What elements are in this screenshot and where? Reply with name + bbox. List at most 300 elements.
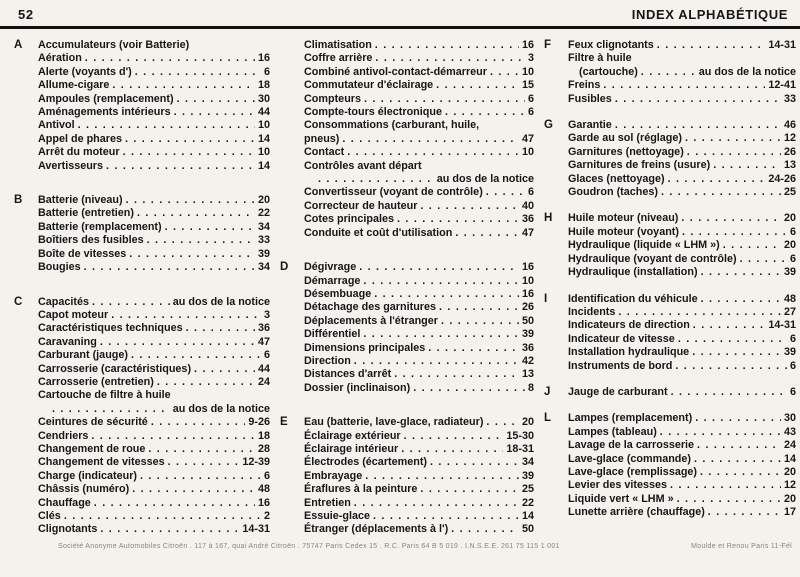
- index-entry: [568, 506, 796, 519]
- entry-page: 6: [527, 92, 534, 105]
- index-entry: [304, 416, 534, 429]
- dot-leader: [420, 200, 519, 213]
- index-entry: [304, 173, 534, 186]
- entry-page: 6: [527, 106, 534, 119]
- entry-label: Contact: [304, 146, 345, 159]
- index-entry: [304, 133, 534, 146]
- section-letter: D: [280, 261, 289, 274]
- entry-label: Accumulateurs (voir Batterie): [38, 39, 190, 51]
- index-entry: [304, 39, 534, 52]
- dot-leader: [194, 363, 255, 376]
- entry-page: 33: [257, 234, 270, 247]
- entry-label: Capot moteur: [38, 308, 109, 321]
- section-e: [280, 416, 534, 537]
- dot-leader: [129, 248, 255, 261]
- entry-label: Bougies: [38, 261, 81, 274]
- dot-leader: [112, 79, 255, 92]
- entry-label: Lavage de la carrosserie: [568, 439, 695, 452]
- section-i: [544, 293, 796, 373]
- section-f: [544, 39, 796, 106]
- section-letter: F: [544, 39, 552, 51]
- entry-label: pneus): [304, 132, 340, 145]
- index-entry: [38, 52, 270, 65]
- entry-page: 20: [783, 212, 796, 225]
- entry-page: 12: [783, 132, 796, 145]
- page-number: 52: [18, 7, 34, 22]
- dot-leader: [678, 333, 787, 346]
- section-entries: [568, 412, 796, 519]
- dot-leader: [375, 52, 525, 65]
- entry-label: Levier des vitesses: [568, 479, 668, 492]
- entry-label: Coffre arrière: [304, 52, 373, 65]
- entry-page: 9-26: [248, 416, 270, 429]
- entry-page: 6: [789, 385, 796, 398]
- dot-leader: [186, 322, 255, 335]
- dot-leader: [603, 79, 765, 92]
- entry-label: Carburant (jauge): [38, 349, 128, 362]
- index-entry: [304, 315, 534, 328]
- index-entry: [304, 160, 534, 173]
- entry-page: 44: [257, 106, 270, 119]
- entry-label: Dégivrage: [304, 261, 357, 274]
- entry-page: 34: [521, 456, 534, 469]
- dot-leader: [111, 309, 261, 322]
- dot-leader: [151, 416, 246, 429]
- entry-page: 10: [257, 119, 270, 132]
- dot-leader: [677, 493, 781, 506]
- index-entry: [38, 160, 270, 173]
- entry-label: Batterie (niveau): [38, 194, 123, 207]
- dot-leader: [723, 239, 781, 252]
- entry-label: Jauge de carburant: [568, 385, 668, 398]
- entry-label: Combiné antivol-contact-démarreur: [304, 65, 487, 78]
- entry-page: 36: [521, 341, 534, 354]
- index-entry: [304, 261, 534, 274]
- entry-label: Eau (batterie, lave-glace, radiateur): [304, 416, 484, 429]
- section-c: [14, 296, 270, 537]
- index-entry: [38, 146, 270, 159]
- entry-page: 50: [521, 523, 534, 536]
- entry-label: Ampoules (remplacement): [38, 92, 174, 105]
- entry-page: 24: [257, 375, 270, 388]
- dot-leader: [100, 523, 239, 536]
- entry-page: 39: [783, 266, 796, 279]
- entry-label: Aménagements intérieurs: [38, 106, 171, 119]
- entry-label: Feux clignotants: [568, 39, 654, 51]
- dot-leader: [131, 349, 261, 362]
- section-entries: [304, 416, 534, 537]
- dot-leader: [375, 39, 519, 52]
- section-entries: [38, 194, 270, 274]
- index-entry: [568, 453, 796, 466]
- dot-leader: [615, 119, 781, 132]
- dot-leader: [697, 439, 781, 452]
- dot-leader: [374, 288, 519, 301]
- entry-page: 34: [257, 261, 270, 274]
- index-entry: [304, 119, 534, 132]
- entry-label: Antivol: [38, 119, 75, 132]
- index-entry: [568, 226, 796, 239]
- entry-label: Différentiel: [304, 328, 361, 341]
- entry-page: 3: [263, 308, 270, 321]
- entry-label: Fusibles: [568, 92, 612, 105]
- entry-label: Ceintures de sécurité: [38, 416, 148, 429]
- index-entry: [568, 39, 796, 52]
- dot-leader: [91, 430, 255, 443]
- index-entry: [38, 456, 270, 469]
- entry-label: Lave-glace (commande): [568, 452, 692, 465]
- entry-label: Lunette arrière (chauffage): [568, 506, 705, 519]
- entry-label: Huile moteur (niveau): [568, 212, 679, 225]
- index-entry: [38, 416, 270, 429]
- entry-label: Carrosserie (entretien): [38, 375, 154, 388]
- entry-label: Changement de roue: [38, 442, 146, 455]
- entry-page: au dos de la notice: [172, 402, 270, 415]
- entry-label: Châssis (numéro): [38, 483, 130, 496]
- entry-page: 39: [521, 328, 534, 341]
- dot-leader: [708, 506, 781, 519]
- entry-page: 39: [783, 346, 796, 359]
- entry-label: Éclairage intérieur: [304, 442, 399, 455]
- dot-leader: [436, 79, 519, 92]
- index-entry: [38, 336, 270, 349]
- index-entry: [38, 119, 270, 132]
- index-entry: [304, 483, 534, 496]
- entry-label: Goudron (taches): [568, 186, 658, 199]
- dot-leader: [363, 275, 519, 288]
- entry-label: Cartouche de filtre à huile: [38, 389, 171, 402]
- section-letter: B: [14, 194, 23, 207]
- entry-label: Climatisation: [304, 39, 372, 51]
- entry-label: Identification du véhicule: [568, 292, 698, 305]
- dot-leader: [657, 39, 766, 52]
- entry-page: 16: [257, 496, 270, 509]
- entry-page: au dos de la notice: [436, 173, 534, 186]
- entry-label: Garantie: [568, 119, 612, 132]
- entry-page: 40: [521, 199, 534, 212]
- dot-leader: [740, 253, 787, 266]
- index-entry: [38, 403, 270, 416]
- section-letter: L: [544, 412, 552, 425]
- index-entry: [38, 194, 270, 207]
- entry-label: Batterie (entretien): [38, 207, 134, 220]
- dot-leader: [52, 403, 170, 416]
- entry-label: Appel de phares: [38, 132, 122, 145]
- entry-label: Huile moteur (voyant): [568, 225, 679, 238]
- entry-page: 12-39: [242, 456, 270, 469]
- dot-leader: [687, 146, 781, 159]
- entry-page: 18: [257, 79, 270, 92]
- entry-label: Batterie (remplacement): [38, 220, 162, 233]
- dot-leader: [168, 456, 240, 469]
- dot-leader: [137, 207, 255, 220]
- entry-label: Dimensions principales: [304, 341, 426, 354]
- index-entry: [568, 493, 796, 506]
- entry-page: 6: [263, 469, 270, 482]
- dot-leader: [615, 93, 781, 106]
- entry-label: Capacités: [38, 295, 90, 308]
- section-l: [544, 412, 796, 519]
- entry-page: 12-41: [768, 79, 796, 92]
- section-letter: G: [544, 119, 553, 132]
- dot-leader: [135, 66, 261, 79]
- entry-label: Garde au sol (réglage): [568, 132, 682, 145]
- index-entry: [568, 253, 796, 266]
- page-footer: [58, 543, 792, 550]
- dot-leader: [365, 470, 519, 483]
- index-entry: [568, 293, 796, 306]
- entry-label: Clés: [38, 510, 61, 522]
- entry-label: Conduite et coût d'utilisation: [304, 226, 453, 239]
- section-b: [14, 194, 270, 274]
- entry-page: 2: [263, 510, 270, 522]
- entry-label: Filtre à huile: [568, 52, 632, 65]
- index-entry: [304, 328, 534, 341]
- dot-leader: [132, 483, 255, 496]
- entry-page: 14-31: [242, 523, 270, 536]
- index-entry: [568, 132, 796, 145]
- entry-label: Garnitures de freins (usure): [568, 159, 711, 172]
- section-entries: [568, 293, 796, 373]
- index-entry: [304, 288, 534, 301]
- entry-label: Hydraulique (voyant de contrôle): [568, 252, 737, 265]
- entry-page: 3: [527, 52, 534, 65]
- entry-page: 10: [257, 146, 270, 159]
- dot-leader: [428, 342, 519, 355]
- section-g: [544, 119, 796, 199]
- index-entry: [304, 227, 534, 240]
- entry-page: 17: [783, 506, 796, 519]
- dot-leader: [439, 301, 519, 314]
- entry-label: Garnitures (nettoyage): [568, 145, 684, 158]
- entry-page: 18-31: [506, 442, 534, 455]
- entry-page: 6: [527, 186, 534, 199]
- dot-leader: [618, 306, 781, 319]
- entry-label: Éclairage extérieur: [304, 429, 401, 442]
- entry-page: 50: [521, 314, 534, 327]
- index-entry: [38, 296, 270, 309]
- dot-leader: [700, 466, 781, 479]
- entry-label: Clignotants: [38, 523, 98, 536]
- section-letter: A: [14, 39, 23, 51]
- entry-label: Avertisseurs: [38, 159, 104, 172]
- entry-page: 42: [521, 354, 534, 367]
- entry-page: 24: [783, 439, 796, 452]
- section-entries: [568, 386, 796, 399]
- dot-leader: [685, 132, 781, 145]
- entry-page: 18: [257, 429, 270, 442]
- entry-label: Chauffage: [38, 496, 91, 509]
- entry-page: 48: [783, 292, 796, 305]
- dot-leader: [363, 328, 519, 341]
- entry-page: 14: [257, 132, 270, 145]
- dot-leader: [695, 412, 781, 425]
- entry-page: 46: [783, 119, 796, 132]
- entry-page: 8: [527, 381, 534, 394]
- index-entry: [38, 309, 270, 322]
- index-entry: [304, 146, 534, 159]
- entry-label: Indicateur de vitesse: [568, 332, 675, 345]
- entry-label: Allume-cigare: [38, 79, 110, 92]
- index-entry: [38, 389, 270, 402]
- entry-label: Consommations (carburant, huile,: [304, 119, 480, 132]
- index-entry: [304, 213, 534, 226]
- entry-page: 6: [789, 359, 796, 372]
- page-title: INDEX ALPHABÉTIQUE: [631, 7, 788, 22]
- entry-page: 14: [783, 452, 796, 465]
- dot-leader: [94, 497, 255, 510]
- dot-leader: [670, 479, 781, 492]
- section-entries: [568, 212, 796, 279]
- dot-leader: [359, 261, 519, 274]
- entry-page: 47: [521, 132, 534, 145]
- entry-page: 25: [783, 186, 796, 199]
- dot-leader: [701, 266, 781, 279]
- index-entry: [304, 52, 534, 65]
- entry-page: 36: [521, 213, 534, 226]
- dot-leader: [100, 336, 255, 349]
- entry-page: 16: [521, 287, 534, 300]
- section-entries: [304, 261, 534, 395]
- index-column-1: [14, 39, 270, 558]
- dot-leader: [713, 159, 781, 172]
- index-entry: [304, 497, 534, 510]
- entry-label: Détachage des garnitures: [304, 301, 437, 314]
- dot-leader: [641, 66, 696, 79]
- index-entry: [38, 497, 270, 510]
- page-header: [0, 0, 800, 26]
- entry-label: Boîte de vitesses: [38, 247, 127, 260]
- index-columns: [0, 29, 800, 558]
- index-entry: [38, 261, 270, 274]
- entry-page: 27: [783, 305, 796, 318]
- dot-leader: [373, 510, 519, 523]
- dot-leader: [693, 319, 766, 332]
- entry-page: 13: [521, 368, 534, 381]
- dot-leader: [668, 173, 766, 186]
- entry-page: 6: [263, 65, 270, 78]
- entry-page: 22: [257, 207, 270, 220]
- entry-label: Caractéristiques techniques: [38, 322, 183, 335]
- entry-label: Compte-tours électronique: [304, 106, 442, 119]
- entry-label: Correcteur de hauteur: [304, 199, 418, 212]
- dot-leader: [364, 93, 525, 106]
- dot-leader: [671, 386, 787, 399]
- index-entry: [568, 146, 796, 159]
- entry-page: 20: [257, 194, 270, 207]
- entry-page: 24-26: [768, 172, 796, 185]
- index-column-3: [544, 39, 796, 558]
- index-entry: [568, 306, 796, 319]
- dot-leader: [675, 360, 787, 373]
- index-entry: [38, 66, 270, 79]
- dot-leader: [397, 213, 519, 226]
- index-entry: [568, 426, 796, 439]
- entry-label: Arrêt du moteur: [38, 146, 120, 159]
- section-letter: H: [544, 212, 553, 225]
- entry-page: 16: [521, 261, 534, 274]
- section-j: [544, 386, 796, 399]
- dot-leader: [140, 470, 261, 483]
- index-entry: [304, 456, 534, 469]
- index-entry: [568, 386, 796, 399]
- entry-label: Commutateur d'éclairage: [304, 79, 434, 92]
- index-entry: [568, 346, 796, 359]
- section-entries: [568, 119, 796, 199]
- section-continued: [280, 39, 534, 240]
- entry-label: Lampes (remplacement): [568, 412, 693, 425]
- entry-page: 6: [263, 349, 270, 362]
- entry-label: Charge (indicateur): [38, 469, 137, 482]
- dot-leader: [147, 234, 255, 247]
- entry-label: Essuie-glace: [304, 510, 371, 522]
- index-entry: [304, 342, 534, 355]
- entry-label: Liquide vert « LHM »: [568, 492, 674, 505]
- index-entry: [304, 106, 534, 119]
- entry-label: Incidents: [568, 305, 616, 318]
- entry-page: 26: [783, 145, 796, 158]
- index-entry: [304, 186, 534, 199]
- dot-leader: [342, 133, 519, 146]
- dot-leader: [92, 296, 170, 309]
- index-entry: [568, 212, 796, 225]
- entry-page: 20: [783, 239, 796, 252]
- entry-label: Embrayage: [304, 469, 363, 482]
- dot-leader: [404, 430, 504, 443]
- dot-leader: [682, 226, 787, 239]
- dot-leader: [174, 106, 255, 119]
- entry-page: 20: [521, 416, 534, 429]
- index-entry: [304, 200, 534, 213]
- entry-page: 14-31: [768, 39, 796, 51]
- entry-page: 33: [783, 92, 796, 105]
- entry-page: au dos de la notice: [172, 295, 270, 308]
- dot-leader: [413, 382, 525, 395]
- entry-label: Cendriers: [38, 429, 89, 442]
- dot-leader: [661, 186, 781, 199]
- entry-page: 20: [783, 465, 796, 478]
- index-entry: [568, 360, 796, 373]
- index-entry: [38, 483, 270, 496]
- section-d: [280, 261, 534, 395]
- entry-page: 22: [521, 496, 534, 509]
- section-h: [544, 212, 796, 279]
- index-entry: [304, 355, 534, 368]
- entry-label: Déplacements à l'étranger: [304, 314, 438, 327]
- entry-label: Caravaning: [38, 335, 97, 348]
- entry-label: Aération: [38, 52, 82, 65]
- index-entry: [38, 207, 270, 220]
- entry-page: 28: [257, 442, 270, 455]
- index-entry: [304, 382, 534, 395]
- dot-leader: [126, 194, 255, 207]
- dot-leader: [490, 66, 519, 79]
- index-entry: [568, 52, 796, 65]
- index-entry: [304, 443, 534, 456]
- dot-leader: [347, 146, 519, 159]
- entry-page: 44: [257, 362, 270, 375]
- index-entry: [568, 119, 796, 132]
- dot-leader: [123, 146, 255, 159]
- entry-label: Hydraulique (installation): [568, 266, 698, 279]
- index-entry: [568, 466, 796, 479]
- index-entry: [38, 443, 270, 456]
- entry-label: Lampes (tableau): [568, 425, 657, 438]
- entry-page: 26: [521, 301, 534, 314]
- index-entry: [38, 470, 270, 483]
- entry-page: 15-30: [506, 429, 534, 442]
- dot-leader: [441, 315, 519, 328]
